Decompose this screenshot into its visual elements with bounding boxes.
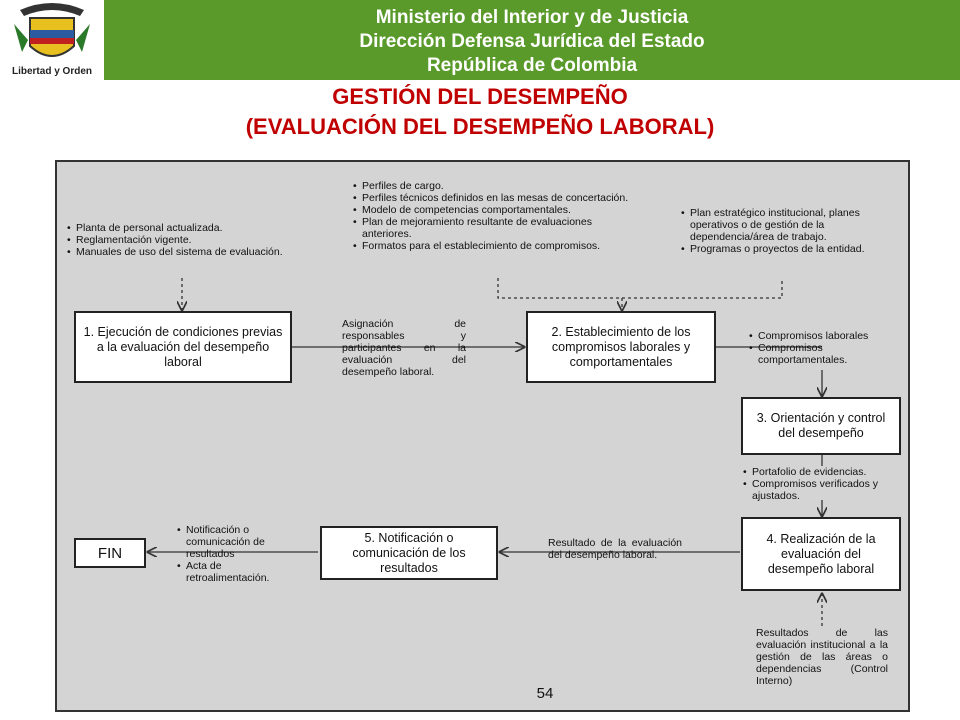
list-item: • Perfiles de cargo. [362, 180, 644, 192]
list-item: • Compromisos laborales [758, 330, 898, 342]
page-title-line-1: GESTIÓN DEL DESEMPEÑO [332, 84, 628, 109]
inputs-step-2 [352, 180, 644, 252]
list-item: • Compromisos verificados y ajustados. [752, 478, 908, 502]
step-3-box: 3. Orientación y control del desempeño [741, 397, 901, 455]
header-line-3: República de Colombia [426, 55, 638, 76]
list-item: • Manuales de uso del sistema de evaluación. [76, 246, 302, 258]
list-item: • Modelo de competencias comportamentales. [362, 204, 644, 216]
outputs-step-2 [748, 330, 898, 366]
page-number: 54 [536, 685, 554, 702]
list-item: • Perfiles técnicos definidos en las mesas de concertación. [362, 192, 644, 204]
header-line-2: Dirección Defensa Jurídica del Estado [359, 31, 705, 52]
outputs-step-3 [742, 466, 908, 502]
header-line-1: Ministerio del Interior y de Justicia [375, 7, 689, 28]
inputs-step-2-strategic [680, 207, 884, 255]
list-item: • Acta de retroalimentación. [186, 560, 288, 584]
list-item: • Portafolio de evidencias. [752, 466, 908, 478]
fin-box: FIN [74, 538, 146, 568]
list-item: • Plan estratégico institucional, planes operativos o de gestión de la dependencia/área de trabajo. [690, 207, 884, 243]
step-2-box: 2. Establecimiento de los compromisos laborales y comportamentales [526, 311, 716, 383]
list-item: • Plan de mejoramiento resultante de evaluaciones anteriores. [362, 216, 644, 240]
list-item: • Reglamentación vigente. [76, 234, 302, 246]
step-5-box: 5. Notificación o comunicación de los resultados [320, 526, 498, 580]
list-item: • Planta de personal actualizada. [76, 222, 302, 234]
page-title-line-2: (EVALUACIÓN DEL DESEMPEÑO LABORAL) [245, 114, 715, 139]
step-4-box: 4. Realización de la evaluación del desempeño laboral [741, 517, 901, 591]
list-item: • Formatos para el establecimiento de compromisos. [362, 240, 644, 252]
list-item: • Notificación o comunicación de resultados [186, 524, 288, 560]
list-item: • Compromisos comportamentales. [758, 342, 898, 366]
list-item: • Programas o proyectos de la entidad. [690, 243, 884, 255]
link-1-2-text: Asignación de responsables y participantes en la evaluación del desempeño laboral. [342, 318, 466, 378]
outputs-step-5 [176, 524, 288, 584]
inputs-step-1 [66, 222, 302, 258]
bracket-input-2 [498, 278, 782, 298]
input-step-4-text: Resultados de las evaluación institucional a la gestión de las áreas o dependencias (Control Interno) [756, 627, 888, 687]
link-4-5-text: Resultado de la evaluación del desempeño laboral. [548, 537, 682, 561]
step-1-box: 1. Ejecución de condiciones previas a la evaluación del desempeño laboral [74, 311, 292, 383]
logo-caption: Libertad y Orden [11, 66, 92, 77]
